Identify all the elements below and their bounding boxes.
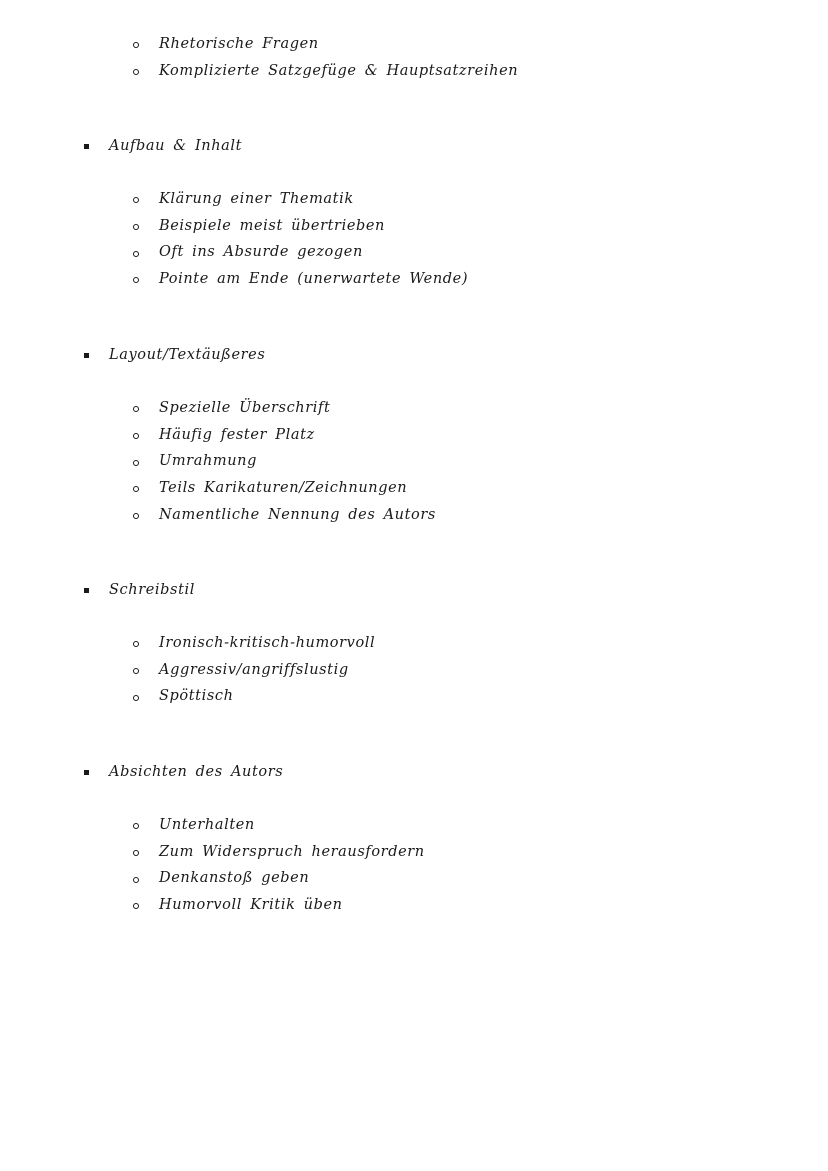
list-item — [0, 395, 828, 422]
circle-bullet-icon — [133, 641, 139, 647]
circle-bullet-icon — [133, 277, 139, 283]
section-heading-text: Absichten des Autors — [109, 764, 284, 780]
list-item — [0, 812, 828, 839]
circle-bullet-icon — [133, 486, 139, 492]
circle-bullet-icon — [133, 823, 139, 829]
list-item — [0, 683, 828, 710]
list-item — [0, 213, 828, 240]
circle-bullet-icon — [133, 224, 139, 230]
list-item — [0, 657, 828, 684]
section-list-schreibstil — [0, 630, 828, 710]
list-item-text: Komplizierte Satzgefüge & Hauptsatzreihen — [159, 62, 519, 79]
section-heading-aufbau — [0, 133, 828, 159]
circle-bullet-icon — [133, 695, 139, 701]
circle-bullet-icon — [133, 42, 139, 48]
section-heading-text: Aufbau & Inhalt — [109, 138, 243, 154]
list-item-text: Unterhalten — [159, 817, 255, 833]
list-item-text: Zum Widerspruch herausfordern — [159, 843, 425, 860]
square-bullet-icon — [84, 588, 89, 593]
list-item-text: Umrahmung — [159, 453, 257, 470]
section-list-aufbau — [0, 186, 828, 293]
list-item — [0, 58, 828, 85]
list-item — [0, 892, 828, 919]
section-heading-absichten — [0, 759, 828, 785]
circle-bullet-icon — [133, 460, 139, 466]
list-item — [0, 630, 828, 657]
list-item — [0, 448, 828, 475]
circle-bullet-icon — [133, 877, 139, 883]
section-heading-text: Schreibstil — [109, 582, 195, 598]
intro-list — [0, 31, 828, 84]
list-item — [0, 422, 828, 449]
list-item — [0, 239, 828, 266]
list-item-text: Denkanstoß geben — [159, 870, 310, 887]
list-item-text: Oft ins Absurde gezogen — [159, 244, 363, 261]
list-item-text: Beispiele meist übertrieben — [159, 217, 385, 234]
list-item — [0, 865, 828, 892]
list-item — [0, 266, 828, 293]
list-item — [0, 502, 828, 529]
section-heading-layout — [0, 342, 828, 368]
list-item-text: Häufig fester Platz — [159, 426, 315, 443]
square-bullet-icon — [84, 353, 89, 358]
circle-bullet-icon — [133, 850, 139, 856]
list-item-text: Klärung einer Thematik — [159, 191, 354, 207]
circle-bullet-icon — [133, 69, 139, 75]
list-item-text: Spöttisch — [159, 688, 234, 705]
section-list-layout — [0, 395, 828, 528]
circle-bullet-icon — [133, 197, 139, 203]
list-item — [0, 839, 828, 866]
list-item-text: Teils Karikaturen/Zeichnungen — [159, 480, 408, 497]
list-item — [0, 186, 828, 213]
section-heading-schreibstil — [0, 577, 828, 603]
circle-bullet-icon — [133, 433, 139, 439]
list-item-text: Spezielle Überschrift — [159, 400, 331, 416]
section-heading-text: Layout/Textäußeres — [109, 347, 266, 363]
list-item — [0, 31, 828, 58]
list-item-text: Aggressiv/angriffslustig — [159, 661, 349, 678]
list-item-text: Pointe am Ende (unerwartete Wende) — [159, 271, 469, 288]
list-item-text: Ironisch-kritisch-humorvoll — [159, 635, 376, 651]
section-list-absichten — [0, 812, 828, 919]
list-item-text: Namentliche Nennung des Autors — [159, 506, 436, 523]
list-item-text: Rhetorische Fragen — [159, 36, 319, 52]
list-item-text: Humorvoll Kritik üben — [159, 897, 343, 914]
circle-bullet-icon — [133, 668, 139, 674]
list-item — [0, 475, 828, 502]
circle-bullet-icon — [133, 513, 139, 519]
square-bullet-icon — [84, 770, 89, 775]
circle-bullet-icon — [133, 251, 139, 257]
circle-bullet-icon — [133, 903, 139, 909]
square-bullet-icon — [84, 144, 89, 149]
circle-bullet-icon — [133, 406, 139, 412]
